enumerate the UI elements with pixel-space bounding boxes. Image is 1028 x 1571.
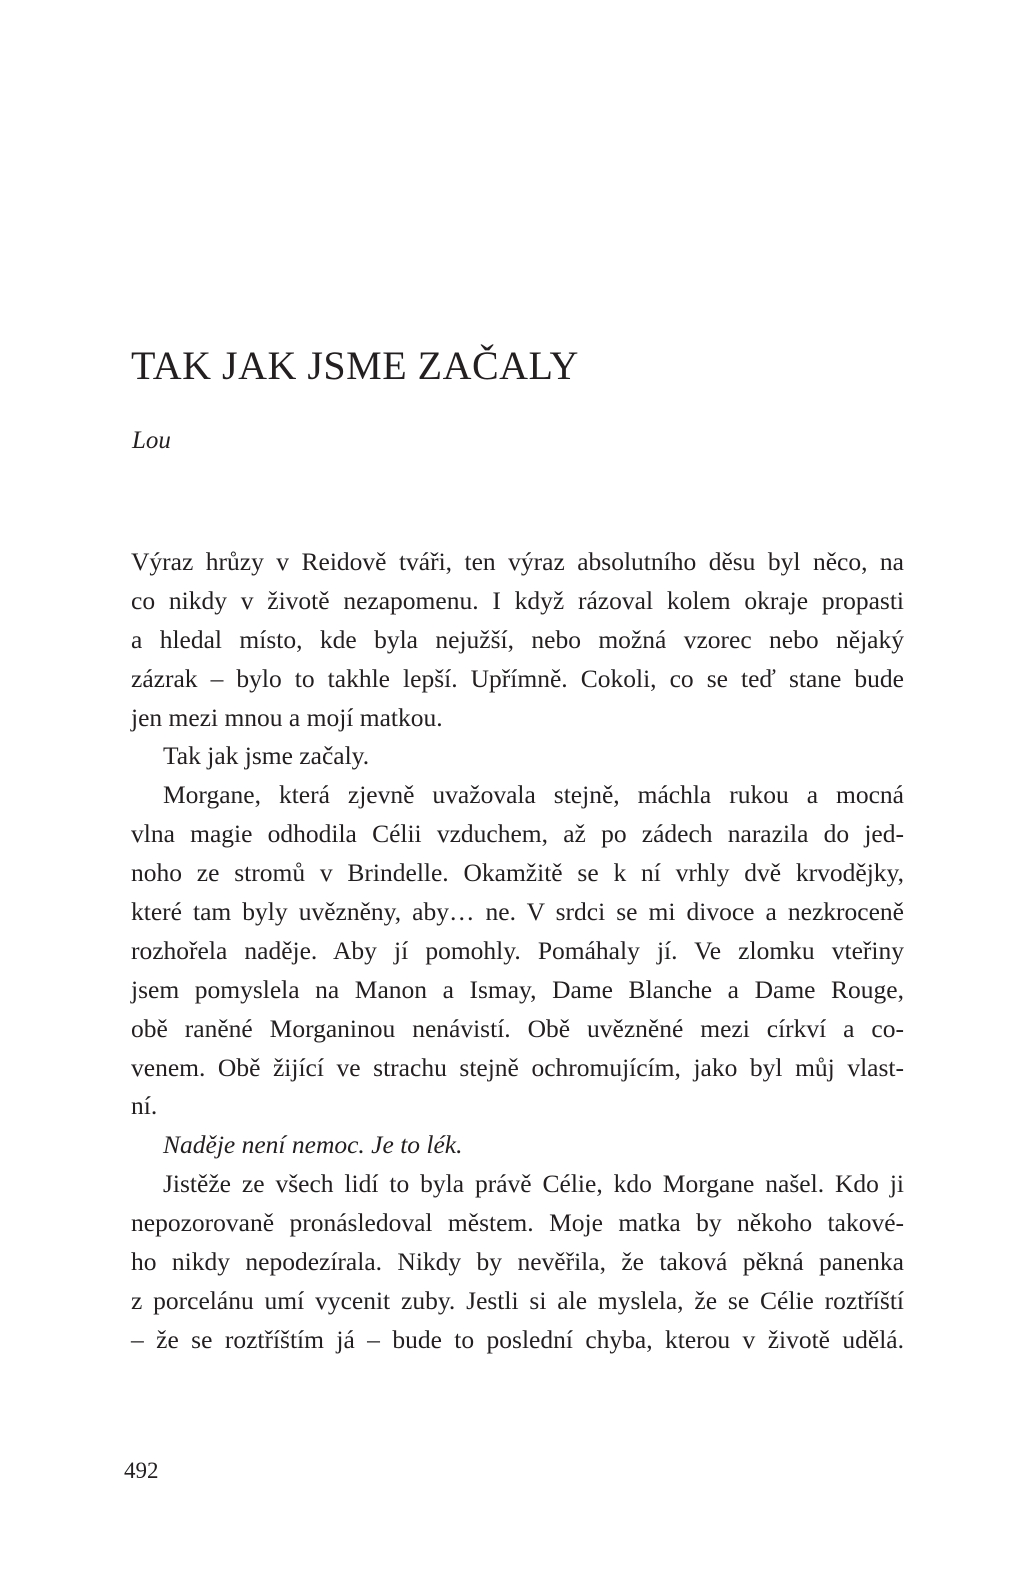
- text-line: ní.: [131, 1091, 158, 1121]
- text-line: jsem pomyslela na Manon a Ismay, Dame Blanche a Dame Rouge,: [131, 974, 904, 1004]
- text-line: Výraz hrůzy v Reidově tváři, ten výraz absolutního děsu byl něco, na: [131, 547, 904, 576]
- text-line: a hledal místo, kde byla nejužší, nebo možná vzorec nebo nějaký: [131, 624, 904, 654]
- text-line: nepozorovaně pronásledoval městem. Moje matka by někoho takové-: [131, 1208, 904, 1238]
- text-line: zázrak – bylo to takhle lepší. Upřímně. Cokoli, co se teď stane bude: [131, 663, 904, 693]
- body-text: [131, 543, 904, 1360]
- text-line: rozhořela naděje. Aby jí pomohly. Pomáhaly jí. Ve zlomku vteřiny: [131, 935, 904, 965]
- text-line: které tam byly uvězněny, aby… ne. V srdci se mi divoce a nezkroceně: [131, 897, 904, 927]
- text-line: venem. Obě žijící ve strachu stejně ochromujícím, jako byl můj vlast-: [131, 1052, 904, 1082]
- chapter-narrator: Lou: [132, 427, 171, 454]
- text-line: vlna magie odhodila Célii vzduchem, až po zádech narazila do jed-: [131, 819, 904, 849]
- text-line: Tak jak jsme začaly.: [163, 741, 370, 771]
- text-line: Jistěže ze všech lidí to byla právě Célie, kdo Morgane našel. Kdo ji: [163, 1169, 904, 1199]
- text-line: z porcelánu umí vycenit zuby. Jestli si ale myslela, že se Célie roztříští: [131, 1285, 904, 1315]
- text-line: jen mezi mnou a mojí matkou.: [131, 702, 443, 732]
- chapter-title: TAK JAK JSME ZAČALY: [131, 343, 579, 388]
- text-line: noho ze stromů v Brindelle. Okamžitě se k ní vrhly dvě krvodějky,: [131, 858, 904, 888]
- text-line: Morgane, která zjevně uvažovala stejně, máchla rukou a mocná: [163, 780, 904, 810]
- text-line: obě raněné Morganinou nenávistí. Obě uvězněné mezi církví a co-: [131, 1013, 904, 1043]
- page-number: 492: [124, 1458, 159, 1483]
- text-line: Naděje není nemoc. Je to lék.: [163, 1130, 463, 1160]
- text-line: – že se roztříštím já – bude to poslední chyba, kterou v životě udělá.: [131, 1324, 904, 1354]
- text-line: co nikdy v životě nezapomenu. I když rázoval kolem okraje propasti: [131, 585, 904, 615]
- text-line: ho nikdy nepodezírala. Nikdy by nevěřila, že taková pěkná panenka: [131, 1247, 904, 1277]
